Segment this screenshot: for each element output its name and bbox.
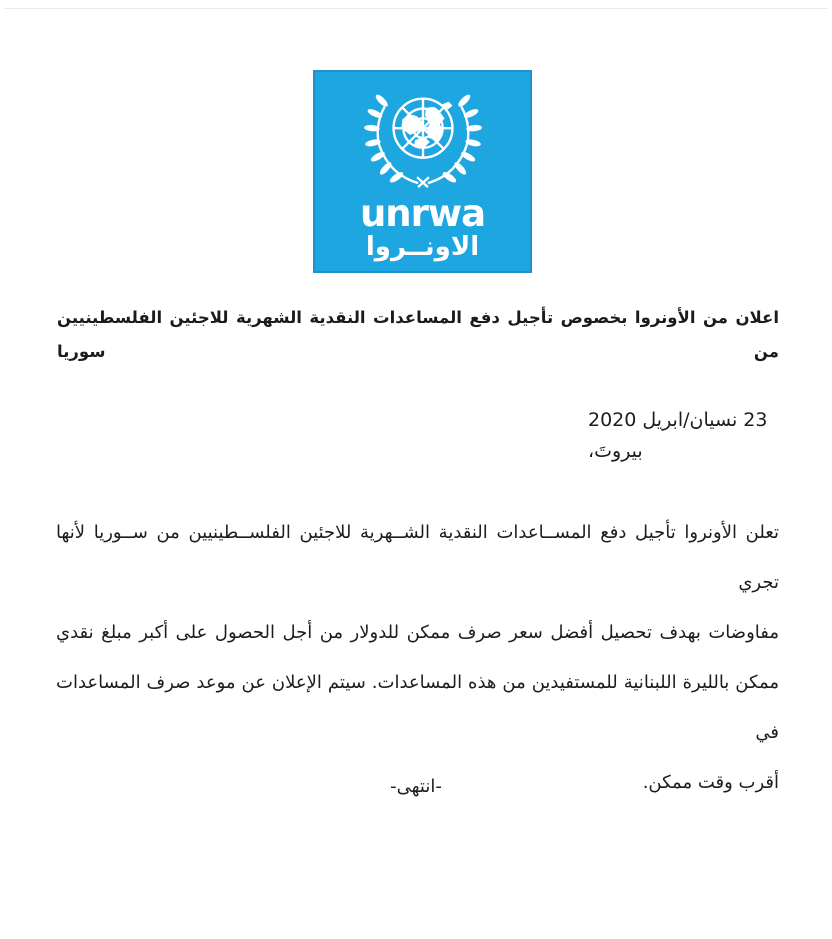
city-text: بيروتَ، [588,440,643,462]
announcement-body [56,508,779,808]
dateline-block [588,405,798,467]
un-globe-laurel-emblem-icon [358,83,488,193]
body-line-2: مفاوضات بهدف تحصيل أفضل سعر صرف ممكن للدولار من أجل الحصول على أكبر مبلغ نقدي [56,622,779,643]
date-text: 23 نسيان/ابريل 2020 [588,409,768,431]
unrwa-logo [313,70,532,273]
end-mark: -انتهى- [390,776,442,797]
unrwa-wordmark-arabic: الاونــروا [365,232,480,262]
body-line-1: تعلن الأونروا تأجيل دفع المســاعدات النقدية الشــهرية للاجئين الفلســطينيين من ســوريا لأنها تجري [56,522,779,593]
unrwa-wordmark-latin: unrwa [359,192,486,235]
body-line-3: ممكن بالليرة اللبنانية للمستفيدين من هذه المساعدات. سيتم الإعلان عن موعد صرف المساعدات في [56,672,779,743]
scan-edge-line [4,8,828,9]
announcement-headline: اعلان من الأونروا بخصوص تأجيل دفع المساعدات النقدية الشهرية للاجئين الفلسطينيين من سوريا [57,308,779,361]
body-line-4: أقرب وقت ممكن. [642,772,779,793]
